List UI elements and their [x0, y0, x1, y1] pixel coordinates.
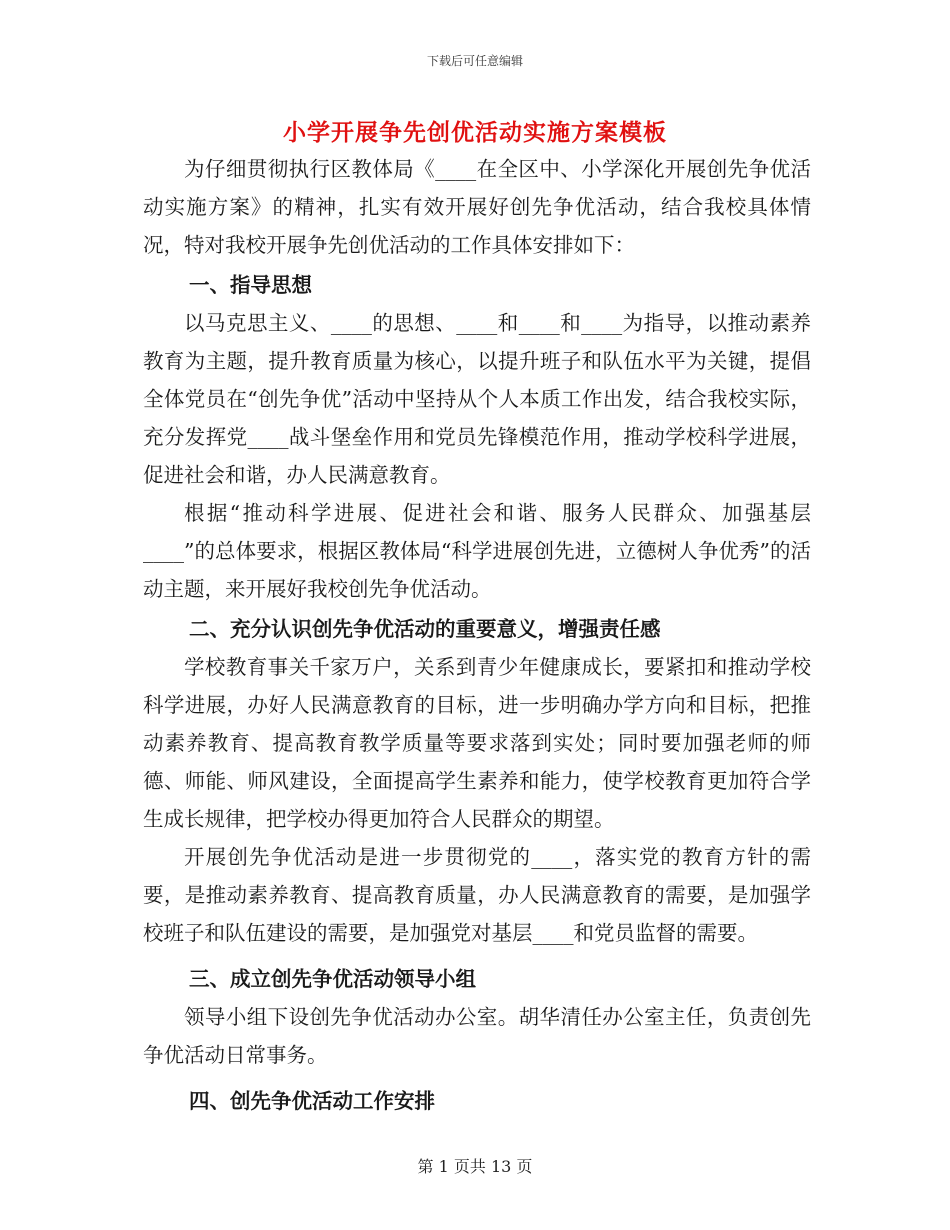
body-paragraph: 学校教育事关千家万户，关系到青少年健康成长，要紧扣和推动学校科学进展，办好人民满意教育的目标，进一步明确办学方向和目标，把推动素养教育、提高教育教学质量等要求落到实处；同时要加强老师的师德、师能、师风建设，全面提高学生素养和能力，使学校教育更加符合学生成长规律，把学校办得更加符合人民群众的期望。 [143, 655, 811, 831]
section-heading-1: 一、指导思想 [189, 273, 312, 297]
body-paragraph: 开展创先争优活动是进一步贯彻党的____，落实党的教育方针的需要，是推动素养教育、提高教育质量，办人民满意教育的需要，是加强学校班子和队伍建设的需要，是加强党对基层____和党员监督的需要。 [143, 845, 811, 945]
intro-paragraph: 为仔细贯彻执行区教体局《____在全区中、小学深化开展创先争优活动实施方案》的精神，扎实有效开展好创先争优活动，结合我校具体情况，特对我校开展争先创优活动的工作具体安排如下： [143, 157, 811, 257]
body-paragraph: 以马克思主义、____的思想、____和____和____为指导，以推动素养教育为主题，提升教育质量为核心，以提升班子和队伍水平为关键，提倡全体党员在“创先争优”活动中坚持从个人本质工作出发，结合我校实际，充分发挥党____战斗堡垒作用和党员先锋模范作用，推动学校科学进展，促进社会和谐，办人民满意教育。 [143, 311, 811, 487]
page-footer: 第 1 页共 13 页 [417, 1157, 533, 1176]
section-heading-2: 二、充分认识创先争优活动的重要意义，增强责任感 [189, 617, 661, 641]
section-heading-3: 三、成立创先争优活动领导小组 [189, 967, 476, 991]
document-body [143, 150, 811, 1120]
body-paragraph: 根据“推动科学进展、促进社会和谐、服务人民群众、加强基层____”的总体要求，根据区教体局“科学进展创先进，立德树人争优秀”的活动主题，来开展好我校创先争优活动。 [143, 501, 811, 601]
document-title: 小学开展争先创优活动实施方案模板 [283, 119, 667, 146]
section-heading-4: 四、创先争优活动工作安排 [189, 1089, 435, 1113]
page-header: 下载后可任意编辑 [426, 54, 523, 68]
body-paragraph: 领导小组下设创先争优活动办公室。胡华清任办公室主任，负责创先争优活动日常事务。 [143, 1005, 811, 1067]
